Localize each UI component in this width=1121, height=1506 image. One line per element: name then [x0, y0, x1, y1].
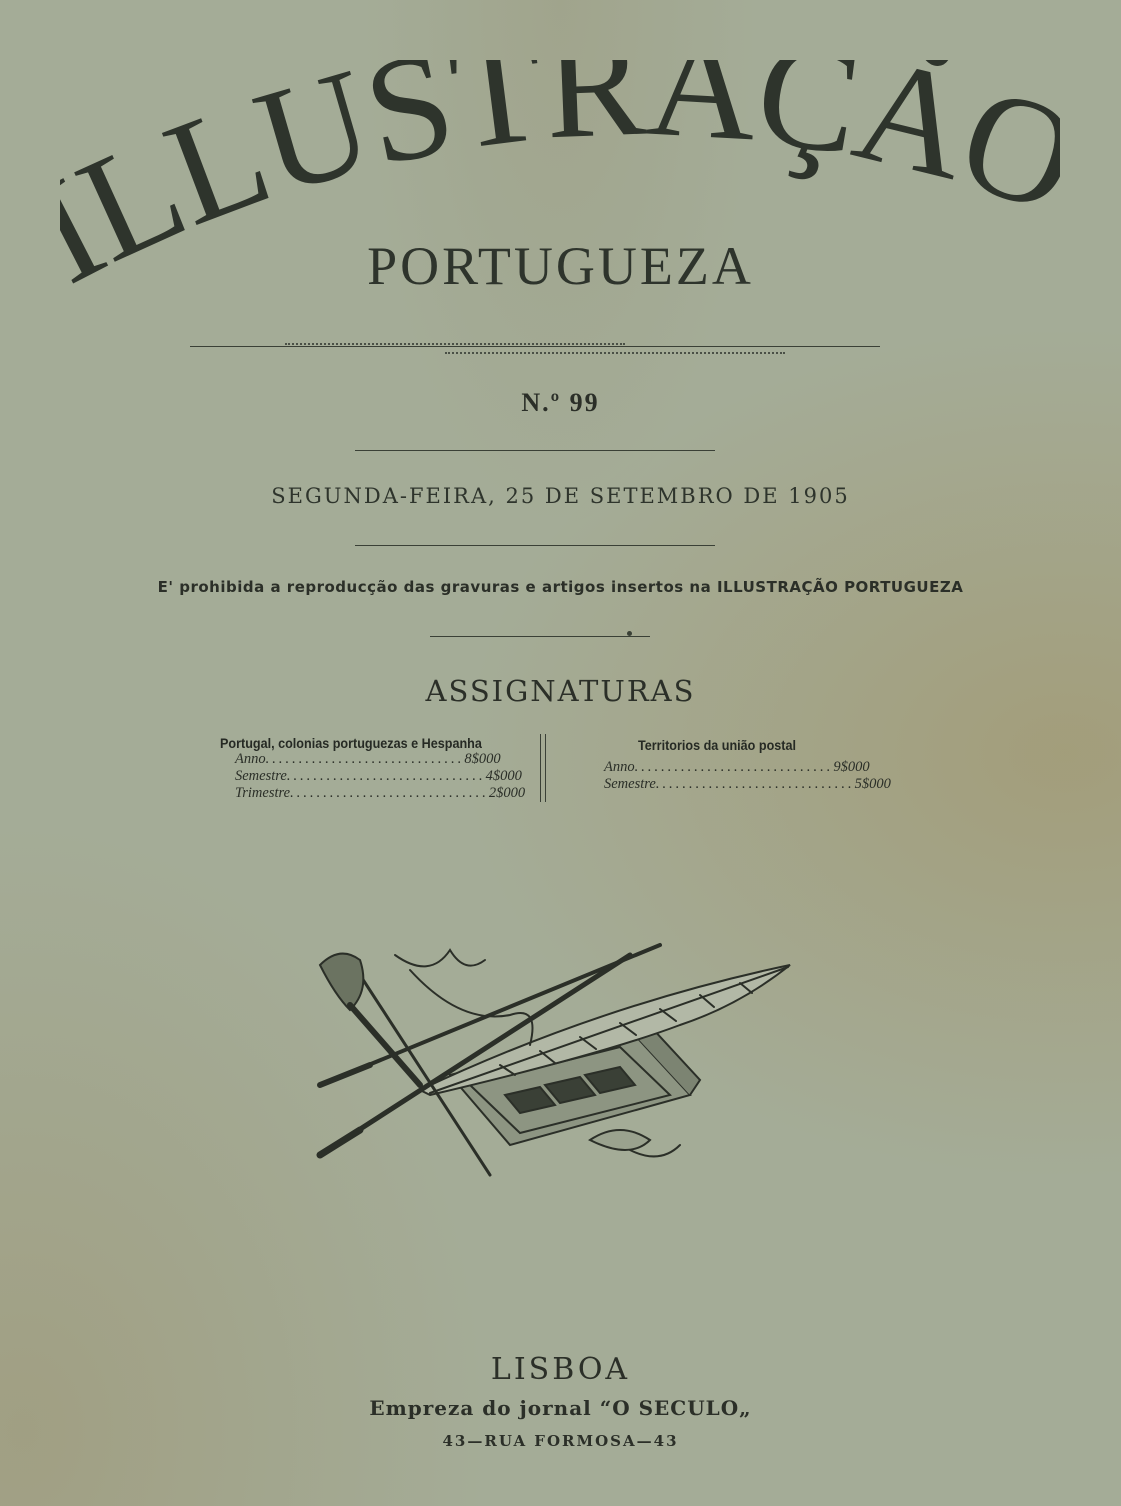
reproduction-notice: E' prohibida a reproducção das gravuras e artigos insertos na ILLUSTRAÇÃO PORTUGUEZA — [157, 578, 964, 596]
price-row — [604, 776, 891, 793]
price-label: Semestre — [235, 768, 287, 784]
price-row — [235, 785, 526, 802]
masthead-dotted-rule — [285, 343, 625, 345]
masthead-rule — [190, 346, 880, 347]
price-row — [235, 751, 501, 768]
column-separator — [540, 734, 541, 802]
dot-leader: .............................. — [655, 776, 855, 792]
masthead-title-text: LLUSTRAÇÃ — [60, 60, 984, 294]
divider-ornament — [627, 631, 632, 636]
dot-leader: .............................. — [265, 751, 465, 767]
price-value: 9$000 — [833, 759, 870, 775]
dot-leader: .............................. — [634, 759, 834, 775]
price-label: Anno — [235, 751, 266, 767]
divider — [430, 636, 650, 637]
price-value: 8$000 — [464, 751, 501, 767]
postal-union-heading: Territorios da união postal — [638, 737, 796, 753]
domestic-heading: Portugal, colonias portuguezas e Hespanha — [220, 735, 482, 751]
price-value: 4$000 — [485, 768, 522, 784]
price-value: 2$000 — [488, 785, 526, 801]
publisher-line: Empreza do jornal “O SECULO„ — [369, 1396, 752, 1420]
publisher-address: 43—RUA FORMOSA—43 — [442, 1432, 679, 1450]
quill-pen-palette-engraving-icon — [300, 935, 820, 1195]
price-label: Semestre — [604, 776, 656, 792]
issue-date: SEGUNDA-FEIRA, 25 DE SETEMBRO DE 1905 — [271, 484, 850, 508]
divider — [355, 545, 715, 546]
column-separator — [545, 734, 546, 802]
price-row — [604, 759, 870, 776]
dot-leader: .............................. — [290, 785, 489, 801]
publication-city: LISBOA — [490, 1352, 631, 1387]
divider — [355, 450, 715, 451]
masthead-dotted-rule-lower — [445, 352, 785, 354]
engraving-svg — [300, 935, 820, 1195]
issue-number: N.º 99 — [521, 388, 600, 417]
price-label: Trimestre — [235, 785, 291, 801]
masthead-subtitle: PORTUGUEZA — [367, 236, 754, 296]
price-label: Anno — [604, 759, 635, 775]
dot-leader: .............................. — [286, 768, 486, 784]
price-row — [235, 768, 522, 785]
subscriptions-title: ASSIGNATURAS — [425, 674, 696, 708]
price-value: 5$000 — [854, 776, 891, 792]
